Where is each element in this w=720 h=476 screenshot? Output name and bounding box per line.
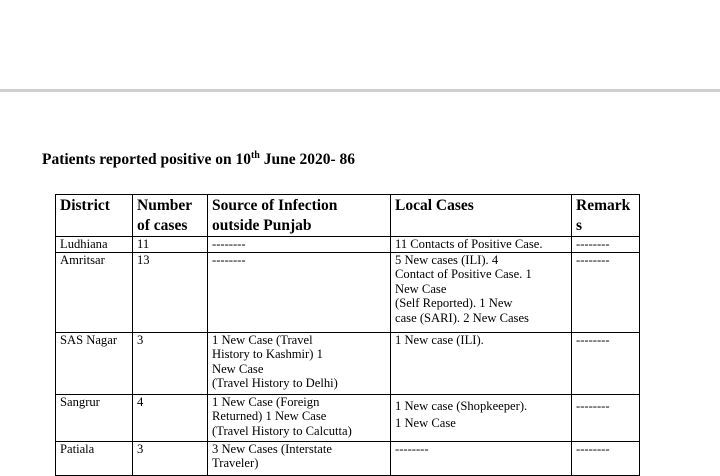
local-cases-cell: 5 New cases (ILI). 4 Contact of Positive Case. 1 New Case (Self Reported). 1 New case (SARI). 2 New Cases	[391, 252, 572, 332]
cases-count-cell: 3	[133, 332, 208, 394]
table-row	[56, 252, 640, 332]
remarks-cell: --------	[572, 441, 640, 475]
header-number-of-cases: Number of cases	[133, 195, 208, 237]
local-cases-cell: --------	[391, 441, 572, 475]
district-cell: Ludhiana	[56, 237, 133, 253]
report-heading	[42, 151, 355, 169]
heading-text-suffix: June 2020- 86	[259, 151, 356, 168]
table-header-row	[56, 195, 640, 237]
source-cell: 1 New Case (Foreign Returned) 1 New Case (Travel History to Calcutta)	[208, 394, 391, 441]
cases-count-cell: 3	[133, 441, 208, 475]
remarks-cell: --------	[572, 394, 640, 441]
heading-text: Patients reported positive on 10	[42, 151, 251, 168]
source-cell: --------	[208, 252, 391, 332]
source-cell: --------	[208, 237, 391, 253]
district-cell: Amritsar	[56, 252, 133, 332]
remarks-cell: --------	[572, 237, 640, 253]
local-cases-cell: 1 New case (Shopkeeper). 1 New Case	[391, 394, 572, 441]
header-local-cases: Local Cases	[391, 195, 572, 237]
header-district: District	[56, 195, 133, 237]
remarks-cell: --------	[572, 332, 640, 394]
top-divider	[0, 89, 720, 92]
heading-superscript: th	[250, 149, 260, 161]
district-cell: SAS Nagar	[56, 332, 133, 394]
source-cell: 3 New Cases (Interstate Traveler)	[208, 441, 391, 475]
remarks-cell: --------	[572, 252, 640, 332]
district-cell: Sangrur	[56, 394, 133, 441]
table-row	[56, 394, 640, 441]
district-cell: Patiala	[56, 441, 133, 475]
header-source-of-infection: Source of Infection outside Punjab	[208, 195, 391, 237]
cases-count-cell: 13	[133, 252, 208, 332]
table-row	[56, 237, 640, 253]
table-row	[56, 332, 640, 394]
cases-table	[55, 194, 640, 476]
local-cases-cell: 11 Contacts of Positive Case.	[391, 237, 572, 253]
header-remarks: Remark s	[572, 195, 640, 237]
source-cell: 1 New Case (Travel History to Kashmir) 1 New Case (Travel History to Delhi)	[208, 332, 391, 394]
cases-count-cell: 4	[133, 394, 208, 441]
local-cases-cell: 1 New case (ILI).	[391, 332, 572, 394]
cases-count-cell: 11	[133, 237, 208, 253]
table-row	[56, 441, 640, 475]
